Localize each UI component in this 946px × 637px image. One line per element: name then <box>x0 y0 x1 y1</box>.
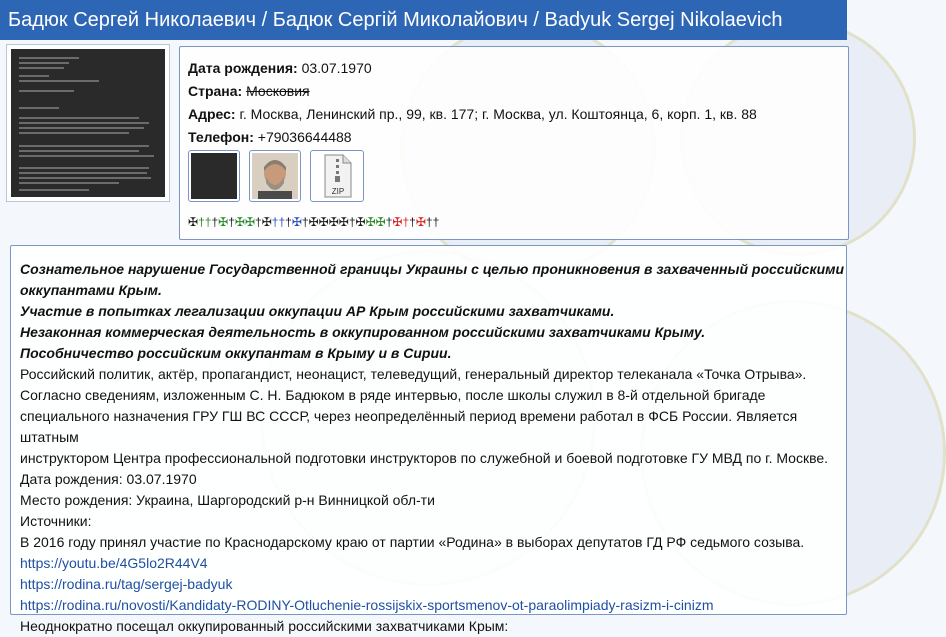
cross-mark: † <box>271 215 279 229</box>
cross-mark: ✠ <box>415 215 426 229</box>
description-line: специального назначения ГРУ ГШ ВС СССР, через неопределённый период времени работал в ФСБ России. Является штатным <box>20 408 798 445</box>
source-link[interactable]: https://rodina.ru/tag/sergej-badyuk <box>20 576 233 592</box>
cross-mark: ✠ <box>375 215 386 229</box>
cross-mark: † <box>198 215 205 229</box>
description-line: Незаконная коммерческая деятельность в оккупированном российскими захватчиками Крыму. <box>20 324 706 340</box>
cross-mark: † <box>432 215 440 229</box>
country-label: Страна: <box>188 83 243 99</box>
cross-mark: † <box>402 215 410 229</box>
cross-mark: ✠ <box>218 215 229 229</box>
phone-label: Телефон: <box>188 129 254 145</box>
document-photo[interactable] <box>6 44 170 202</box>
description-line: Дата рождения: 03.07.1970 <box>20 471 197 487</box>
cross-mark: † <box>425 215 433 229</box>
cross-mark: † <box>301 215 309 229</box>
country-value: Московия <box>246 83 310 99</box>
cross-mark: † <box>278 215 286 229</box>
address-label: Адрес: <box>188 106 236 122</box>
cross-mark: ✠ <box>318 215 329 229</box>
cross-mark: ✠ <box>188 215 199 229</box>
address-row <box>188 103 848 126</box>
cross-mark: ✠ <box>338 215 349 229</box>
description-panel <box>10 245 847 634</box>
zip-label: ZIP <box>331 187 345 196</box>
cross-mark: † <box>285 215 292 229</box>
description-line: Неоднократно посещал оккупированный российскими захватчиками Крым: <box>20 618 509 634</box>
cross-mark: † <box>348 215 356 229</box>
description-line: оккупантами Крым. <box>20 282 162 298</box>
cross-mark: ✠ <box>261 215 272 229</box>
cross-mark: ✠ <box>328 215 339 229</box>
birth-label: Дата рождения: <box>188 60 298 76</box>
cross-mark: ✠ <box>355 215 366 229</box>
birth-row <box>188 57 848 80</box>
page-title: Бадюк Сергей Николаевич / Бадюк Сергій Миколайович / Badyuk Sergej Nikolaevich <box>0 0 847 40</box>
cross-mark: † <box>409 215 416 229</box>
source-link[interactable]: https://youtu.be/4G5lo2R44V4 <box>20 555 208 571</box>
portrait-icon <box>252 153 298 199</box>
description-line: Пособничество российским оккупантам в Крыму и в Сирии. <box>20 345 452 361</box>
cross-mark: † <box>255 215 262 229</box>
attachment-document-thumb[interactable] <box>188 150 240 202</box>
cross-mark: ✠ <box>234 215 245 229</box>
description-line: Участие в попытках легализации оккупации АР Крым российскими захватчиками. <box>20 303 615 319</box>
cross-mark: ✠ <box>244 215 255 229</box>
description-line: Сознательное нарушение Государственной границы Украины с целью проникновения в захваченный российскими <box>20 261 845 277</box>
description-line: Согласно сведениям, изложенным С. Н. Бадюком в ряде интервью, после школы служил в 8-й отдельной бригаде <box>20 387 766 403</box>
source-link[interactable]: https://rodina.ru/novosti/Kandidaty-RODINY-Otluchenie-rossijskix-sportsmenov-ot-paraolimpiady-rasizm-i-cinizm <box>20 597 714 613</box>
cross-mark: † <box>385 215 393 229</box>
status-crosses <box>188 211 439 234</box>
country-row <box>188 80 848 103</box>
cross-mark: ✠ <box>308 215 319 229</box>
zip-file-icon <box>313 153 361 199</box>
phone-value: +79036644488 <box>257 129 352 145</box>
phone-row <box>188 126 848 149</box>
info-panel <box>179 46 849 240</box>
document-scan-image <box>11 49 165 197</box>
description-line: Место рождения: Украина, Шаргородский р-н Винницкой обл-ти <box>20 492 435 508</box>
cross-mark: ✠ <box>392 215 403 229</box>
description-line: В 2016 году принял участие по Краснодарскому краю от партии «Родина» в выборах депутатов ГД РФ седьмого созыва. <box>20 534 805 550</box>
cross-mark: † <box>211 215 219 229</box>
description-line: Источники: <box>20 513 92 529</box>
birth-value: 03.07.1970 <box>301 60 372 76</box>
address-value: г. Москва, Ленинский пр., 99, кв. 177; г. Москва, ул. Коштоянца, 6, корп. 1, кв. 88 <box>239 106 757 122</box>
cross-mark: † <box>228 215 235 229</box>
cross-mark: ✠ <box>365 215 376 229</box>
attachment-portrait-thumb[interactable] <box>249 150 301 202</box>
description-line: Российский политик, актёр, пропагандист, неонацист, телеведущий, генеральный директор телеканала «Точка Отрыва». <box>20 366 807 382</box>
cross-mark: † <box>204 215 212 229</box>
description-line: инструктором Центра профессиональной подготовки инструкторов по служебной и боевой подготовке ГУ МВД по г. Москве. <box>20 450 829 466</box>
attachment-zip-file[interactable] <box>310 150 364 202</box>
cross-mark: ✠ <box>291 215 302 229</box>
